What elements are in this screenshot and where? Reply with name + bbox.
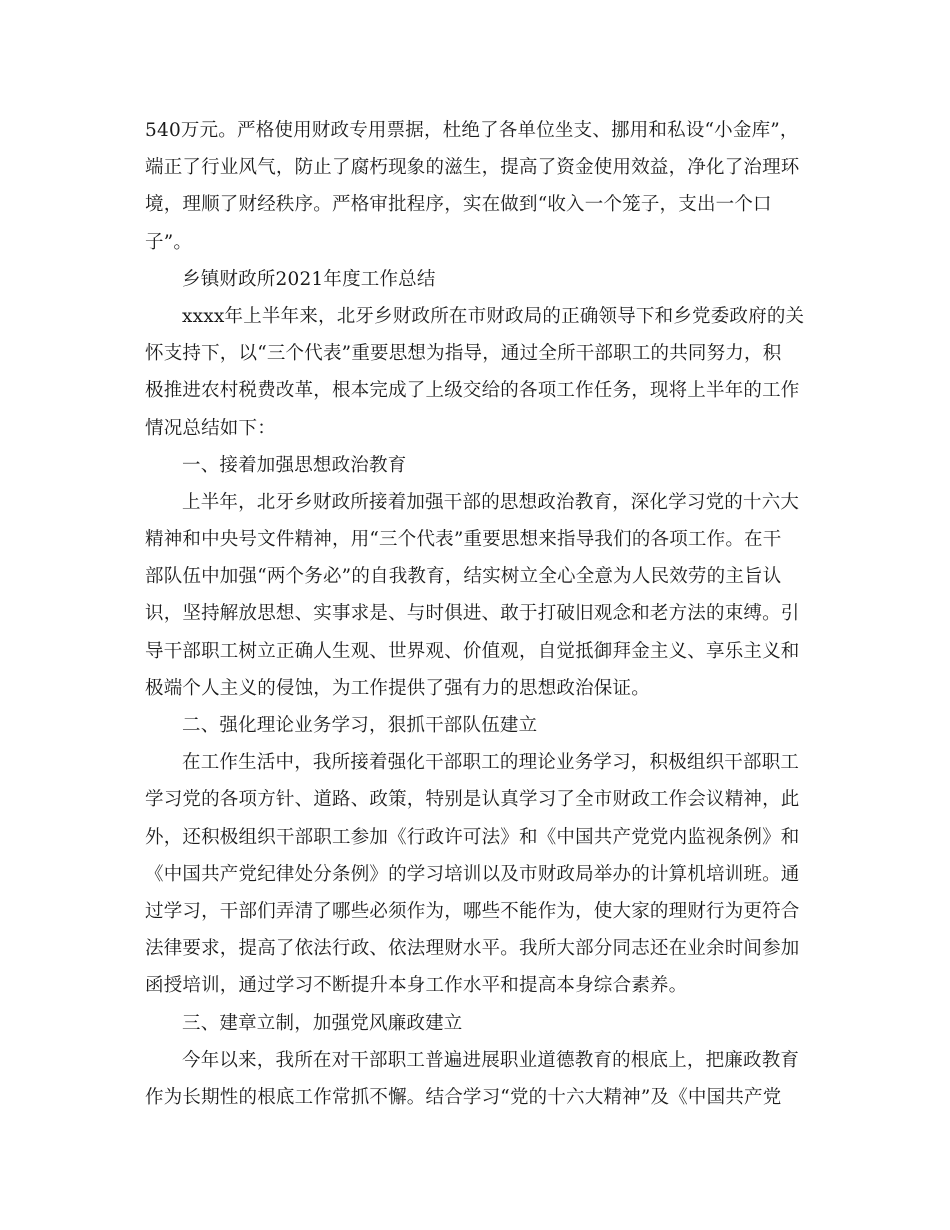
- text-line: 极推进农村税费改革，根本完成了上级交给的各项工作任务，现将上半年的工作: [145, 380, 800, 402]
- text-line: 识，坚持解放思想、实事求是、与时俱进、敢于打破旧观念和老方法的束缚。引: [145, 603, 800, 625]
- text-line: 在工作生活中，我所接着强化干部职工的理论业务学习，积极组织干部职工: [182, 752, 800, 774]
- text-line: 境，理顺了财经秩序。严格审批程序，实在做到“收入一个笼子，支出一个口: [145, 194, 772, 216]
- section-heading: 一、接着加强思想政治教育: [182, 454, 407, 476]
- document-body: [145, 112, 805, 1116]
- document-title: 乡镇财政所2021年度工作总结: [182, 268, 436, 290]
- text-line: 外，还积极组织干部职工参加《行政许可法》和《中国共产党党内监视条例》和: [145, 826, 800, 848]
- text-line: 作为长期性的根底工作常抓不懈。结合学习“党的十六大精神”及《中国共产党: [145, 1086, 782, 1108]
- text-line: 情况总结如下：: [145, 417, 276, 439]
- text-line: 法律要求，提高了依法行政、依法理财水平。我所大部分同志还在业余时间参加: [145, 938, 800, 960]
- text-line: 怀支持下，以“三个代表”重要思想为指导，通过全所干部职工的共同努力，积: [145, 343, 782, 365]
- text-line: 今年以来，我所在对干部职工普遍进展职业道德教育的根底上，把廉政教育: [182, 1049, 800, 1071]
- text-line: 上半年，北牙乡财政所接着加强干部的思想政治教育，深化学习党的十六大: [182, 491, 800, 513]
- text-line: 部队伍中加强“两个务必”的自我教育，结实树立全心全意为人民效劳的主旨认: [145, 566, 782, 588]
- text-line: 学习党的各项方针、道路、政策，特别是认真学习了全市财政工作会议精神，此: [145, 789, 800, 811]
- text-line: 子”。: [145, 231, 193, 253]
- section-heading: 三、建章立制，加强党风廉政建立: [182, 1012, 463, 1034]
- section-heading: 二、强化理论业务学习，狠抓干部队伍建立: [182, 715, 538, 736]
- text-line: xxxx年上半年来，北牙乡财政所在市财政局的正确领导下和乡党委政府的关: [182, 305, 805, 327]
- text-line: 540万元。严格使用财政专用票据，杜绝了各单位坐支、挪用和私设“小金库”，: [145, 120, 799, 141]
- text-line: 函授培训，通过学习不断提升本身工作水平和提高本身综合素养。: [145, 975, 688, 997]
- text-line: 极端个人主义的侵蚀，为工作提供了强有力的思想政治保证。: [145, 677, 650, 699]
- text-line: 《中国共产党纪律处分条例》的学习培训以及市财政局举办的计算机培训班。通: [145, 863, 800, 885]
- text-line: 过学习，干部们弄清了哪些必须作为，哪些不能作为，使大家的理财行为更符合: [145, 900, 800, 922]
- text-line: 端正了行业风气，防止了腐朽现象的滋生，提高了资金使用效益，净化了治理环: [145, 157, 800, 179]
- text-line: 导干部职工树立正确人生观、世界观、价值观，自觉抵御拜金主义、享乐主义和: [145, 640, 800, 662]
- text-line: 精神和中央号文件精神，用“三个代表”重要思想来指导我们的各项工作。在干: [145, 529, 782, 551]
